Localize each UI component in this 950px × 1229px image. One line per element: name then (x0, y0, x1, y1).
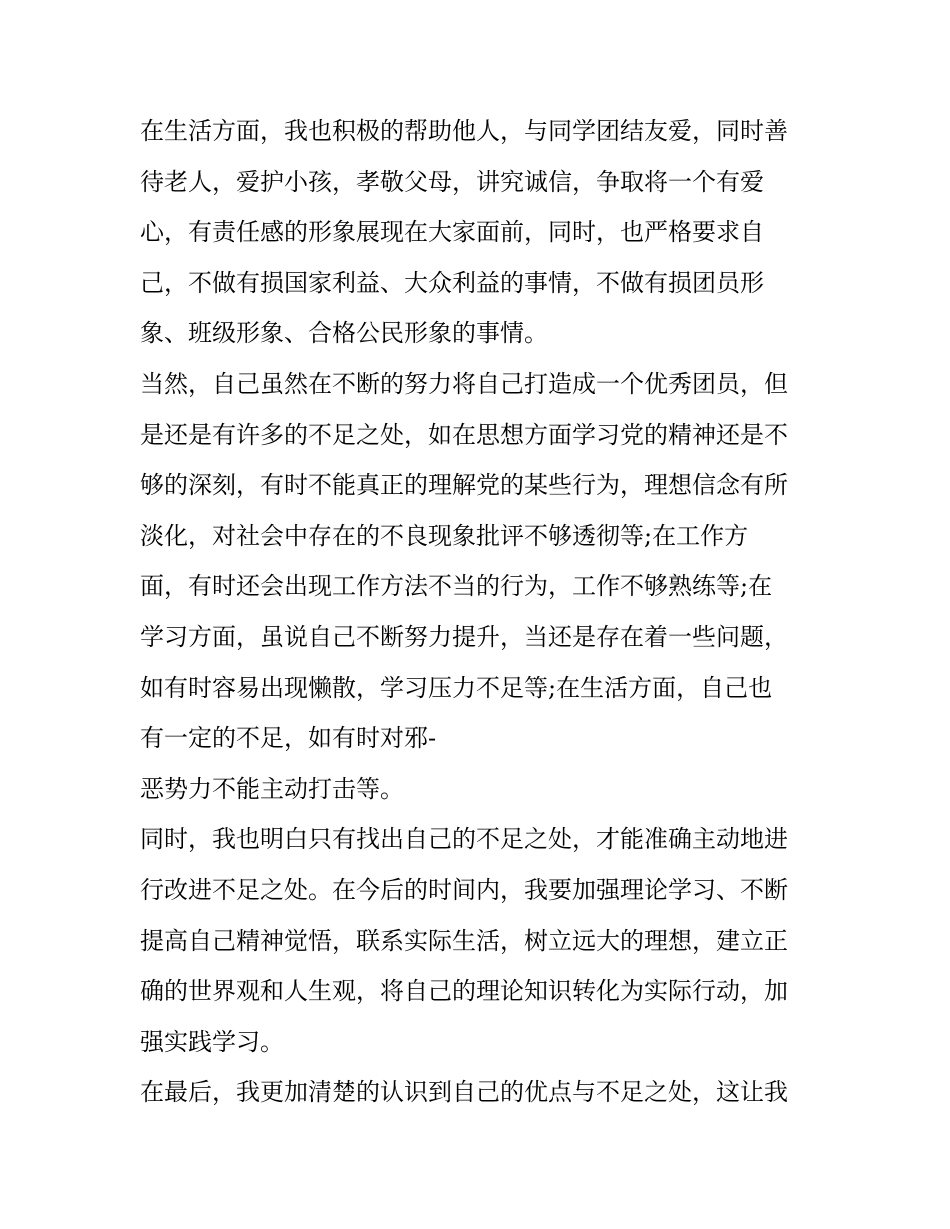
text-line: 同时，我也明白只有找出自己的不足之处，才能准确主动地进 (140, 825, 788, 854)
text-line: 淡化，对社会中存在的不良现象批评不够透彻等;在工作方 (140, 521, 749, 550)
text-line: 待老人，爱护小孩，孝敬父母，讲究诚信，争取将一个有爱 (140, 167, 764, 196)
body-text (140, 106, 820, 1118)
text-line: 当然，自己虽然在不断的努力将自己打造成一个优秀团员，但 (140, 369, 788, 398)
text-line: 学习方面，虽说自己不断努力提升，当还是存在着一些问题， (140, 622, 788, 651)
text-line: 提高自己精神觉悟，联系实际生活，树立远大的理想，建立正 (140, 926, 788, 955)
text-line: 在生活方面，我也积极的帮助他人，与同学团结友爱，同时善 (140, 117, 788, 145)
text-line: 是还是有许多的不足之处，如在思想方面学习党的精神还是不 (140, 420, 788, 449)
text-line: 恶势力不能主动打击等。 (140, 774, 404, 803)
text-line: 面，有时还会出现工作方法不当的行为，工作不够熟练等;在 (140, 572, 773, 601)
text-line: 够的深刻，有时不能真正的理解党的某些行为，理想信念有所 (140, 471, 788, 500)
text-line: 强实践学习。 (140, 1027, 284, 1056)
text-line: 有一定的不足，如有时对邪- (140, 724, 437, 753)
text-line: 己，不做有损国家利益、大众利益的事情，不做有损团员形 (140, 268, 764, 297)
text-line: 象、班级形象、合格公民形象的事情。 (140, 319, 548, 348)
text-line: 行改进不足之处。在今后的时间内，我要加强理论学习、不断 (140, 875, 788, 904)
text-line: 如有时容易出现懒散，学习压力不足等;在生活方面，自己也 (140, 673, 773, 702)
text-line: 心，有责任感的形象展现在大家面前，同时，也严格要求自 (140, 218, 764, 247)
text-line: 在最后，我更加清楚的认识到自己的优点与不足之处，这让我 (140, 1078, 788, 1107)
text-line: 确的世界观和人生观，将自己的理论知识转化为实际行动，加 (140, 977, 788, 1006)
